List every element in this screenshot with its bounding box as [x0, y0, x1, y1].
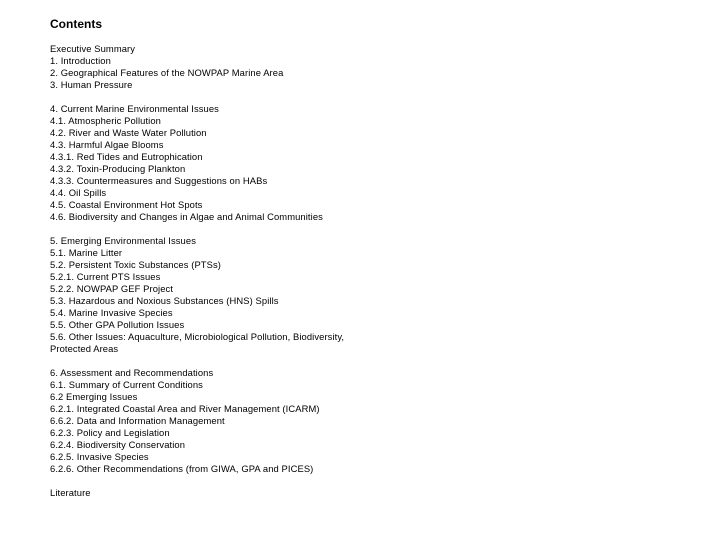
toc-entry: 3. Human Pressure	[50, 79, 133, 90]
toc-group-assessment	[50, 367, 670, 475]
toc-entry: 6.2.3. Policy and Legislation	[50, 427, 170, 438]
toc-entry: 6.2 Emerging Issues	[50, 391, 138, 402]
toc-entry: 6.6.2. Data and Information Management	[50, 415, 225, 426]
toc-entry: 5.2.1. Current PTS Issues	[50, 271, 161, 282]
toc-entry: 4.2. River and Waste Water Pollution	[50, 127, 207, 138]
toc-entry: 4.3.2. Toxin-Producing Plankton	[50, 163, 186, 174]
toc-entry: 6.2.1. Integrated Coastal Area and River Management (ICARM)	[50, 403, 320, 414]
toc-entry: 4.5. Coastal Environment Hot Spots	[50, 199, 203, 210]
toc-entry: 5.2.2. NOWPAP GEF Project	[50, 283, 174, 294]
toc-entry: 5.6. Other Issues: Aquaculture, Microbiological Pollution, Biodiversity,	[50, 331, 345, 342]
toc-entry: Protected Areas	[50, 343, 119, 354]
toc-entry: 6.2.6. Other Recommendations (from GIWA, GPA and PICES)	[50, 463, 314, 474]
toc-entry: 4.3.3. Countermeasures and Suggestions on HABs	[50, 175, 268, 186]
toc-entry: 5.5. Other GPA Pollution Issues	[50, 319, 185, 330]
toc-entry: 4.6. Biodiversity and Changes in Algae and Animal Communities	[50, 211, 323, 222]
toc-entry: 4. Current Marine Environmental Issues	[50, 103, 219, 114]
toc-entry: Literature	[50, 487, 91, 498]
toc-entry: 5.1. Marine Litter	[50, 247, 123, 258]
toc-entry: 5.3. Hazardous and Noxious Substances (HNS) Spills	[50, 295, 279, 306]
toc-entry: 6.1. Summary of Current Conditions	[50, 379, 203, 390]
toc-entry: Executive Summary	[50, 43, 136, 54]
toc-entry: 4.1. Atmospheric Pollution	[50, 115, 161, 126]
toc-entry: 6.2.5. Invasive Species	[50, 451, 149, 462]
page-title: Contents	[50, 17, 102, 31]
toc-entry: 4.3. Harmful Algae Blooms	[50, 139, 164, 150]
toc-entry: 4.3.1. Red Tides and Eutrophication	[50, 151, 203, 162]
table-of-contents	[50, 43, 670, 511]
toc-entry: 6. Assessment and Recommendations	[50, 367, 214, 378]
toc-entry: 6.2.4. Biodiversity Conservation	[50, 439, 186, 450]
toc-group-intro	[50, 43, 670, 91]
toc-entry: 5. Emerging Environmental Issues	[50, 235, 196, 246]
toc-entry: 5.2. Persistent Toxic Substances (PTSs)	[50, 259, 221, 270]
toc-entry: 2. Geographical Features of the NOWPAP Marine Area	[50, 67, 284, 78]
toc-group-current-issues	[50, 103, 670, 223]
toc-group-emerging-issues	[50, 235, 670, 355]
toc-group-literature	[50, 487, 670, 499]
toc-entry: 1. Introduction	[50, 55, 111, 66]
toc-entry: 4.4. Oil Spills	[50, 187, 107, 198]
toc-entry: 5.4. Marine Invasive Species	[50, 307, 173, 318]
